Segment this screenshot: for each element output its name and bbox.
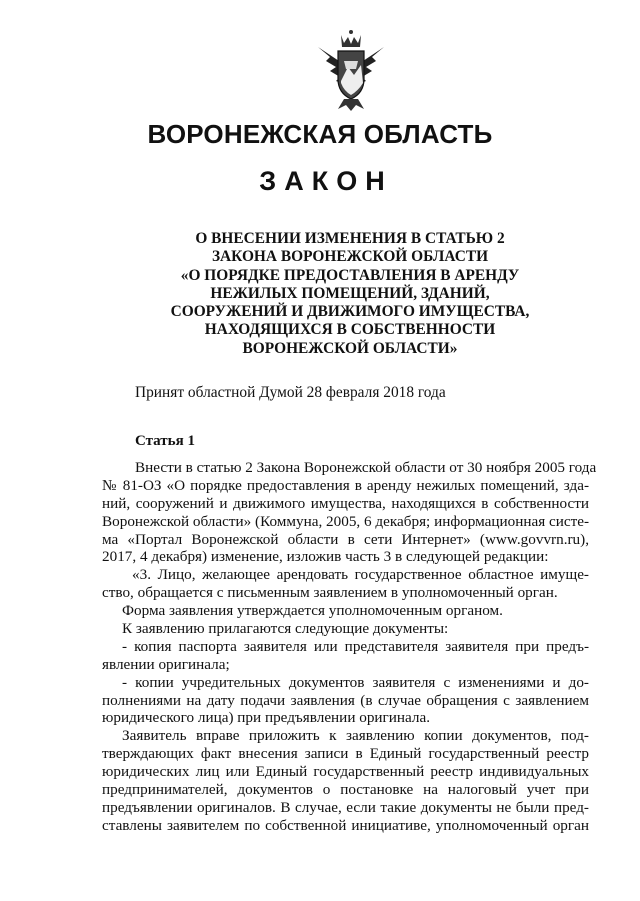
body-line: Форма заявления утверждается уполномоченным органом. (122, 602, 503, 620)
body-line: явлении оригинала; (102, 655, 230, 673)
body-line: ний, сооружений и движимого имущества, находящихся в собственности (102, 494, 589, 512)
body-line: Воронежской области» (Коммуна, 2005, 6 декабря; информационная систе- (102, 512, 590, 530)
title-line: ВОРОНЕЖСКОЙ ОБЛАСТИ» (242, 339, 458, 357)
adoption-date: Принят областной Думой 28 февраля 2018 года (135, 384, 446, 401)
title-line: О ВНЕСЕНИИ ИЗМЕНЕНИЯ В СТАТЬЮ 2 (195, 230, 505, 247)
body-line: полнениями на дату подачи заявления (в случае обращения с заявлением (102, 691, 589, 709)
body-line: «3. Лицо, желающее арендовать государственное областное имуще- (132, 566, 589, 584)
body-line: К заявлению прилагаются следующие документы: (122, 620, 449, 638)
body-line: тверждающих факт внесения записи в Единый государственный реестр (102, 745, 589, 763)
body-line: ство, обращается с письменным заявлением в уполномоченный орган. (102, 584, 558, 602)
title-line: «О ПОРЯДКЕ ПРЕДОСТАВЛЕНИЯ В АРЕНДУ (180, 266, 520, 284)
title-line: НЕЖИЛЫХ ПОМЕЩЕНИЙ, ЗДАНИЙ, (210, 284, 490, 302)
body-line: - копия паспорта заявителя или представителя заявителя при предъ- (122, 637, 589, 655)
body-line: ставлены заявителем по собственной инициативе, уполномоченный орган (102, 816, 589, 834)
body-line: предъявлении оригиналов. В случае, если такие документы не были пред- (102, 798, 589, 816)
body-line: ма «Портал Воронежской области в сети Интернет» (www.govvrn.ru), (102, 530, 589, 548)
region-name: ВОРОНЕЖСКАЯ ОБЛАСТЬ (147, 119, 493, 149)
body-line: Заявитель вправе приложить к заявлению копии документов, под- (122, 727, 589, 745)
body-line: Внести в статью 2 Закона Воронежской области от 30 ноября 2005 года (135, 459, 597, 476)
title-line: ЗАКОНА ВОРОНЕЖСКОЙ ОБЛАСТИ (211, 248, 489, 266)
body-line: юридического лица) при предъявлении оригинала. (102, 709, 431, 727)
title-line: СООРУЖЕНИЙ И ДВИЖИМОГО ИМУЩЕСТВА, (170, 303, 530, 321)
body-line: № 81-ОЗ «О порядке предоставления в аренду нежилых помещений, зда- (102, 476, 589, 494)
law-title (140, 230, 560, 358)
title-line: НАХОДЯЩИХСЯ В СОБСТВЕННОСТИ (204, 321, 496, 339)
body-line: предпринимателей, документов о постановке на налоговый учет при (102, 781, 589, 799)
coat-of-arms-icon (308, 27, 394, 113)
document-type: ЗАКОН (259, 166, 393, 196)
body-line: 2017, 4 декабря) изменение, изложив часть 3 в следующей редакции: (102, 548, 549, 566)
article-heading: Статья 1 (135, 433, 195, 449)
body-line: юридических лиц или Единый государственный реестр индивидуальных (102, 763, 589, 781)
article-body (102, 459, 597, 835)
body-line: - копии учредительных документов заявителя с изменениями и до- (122, 673, 589, 691)
